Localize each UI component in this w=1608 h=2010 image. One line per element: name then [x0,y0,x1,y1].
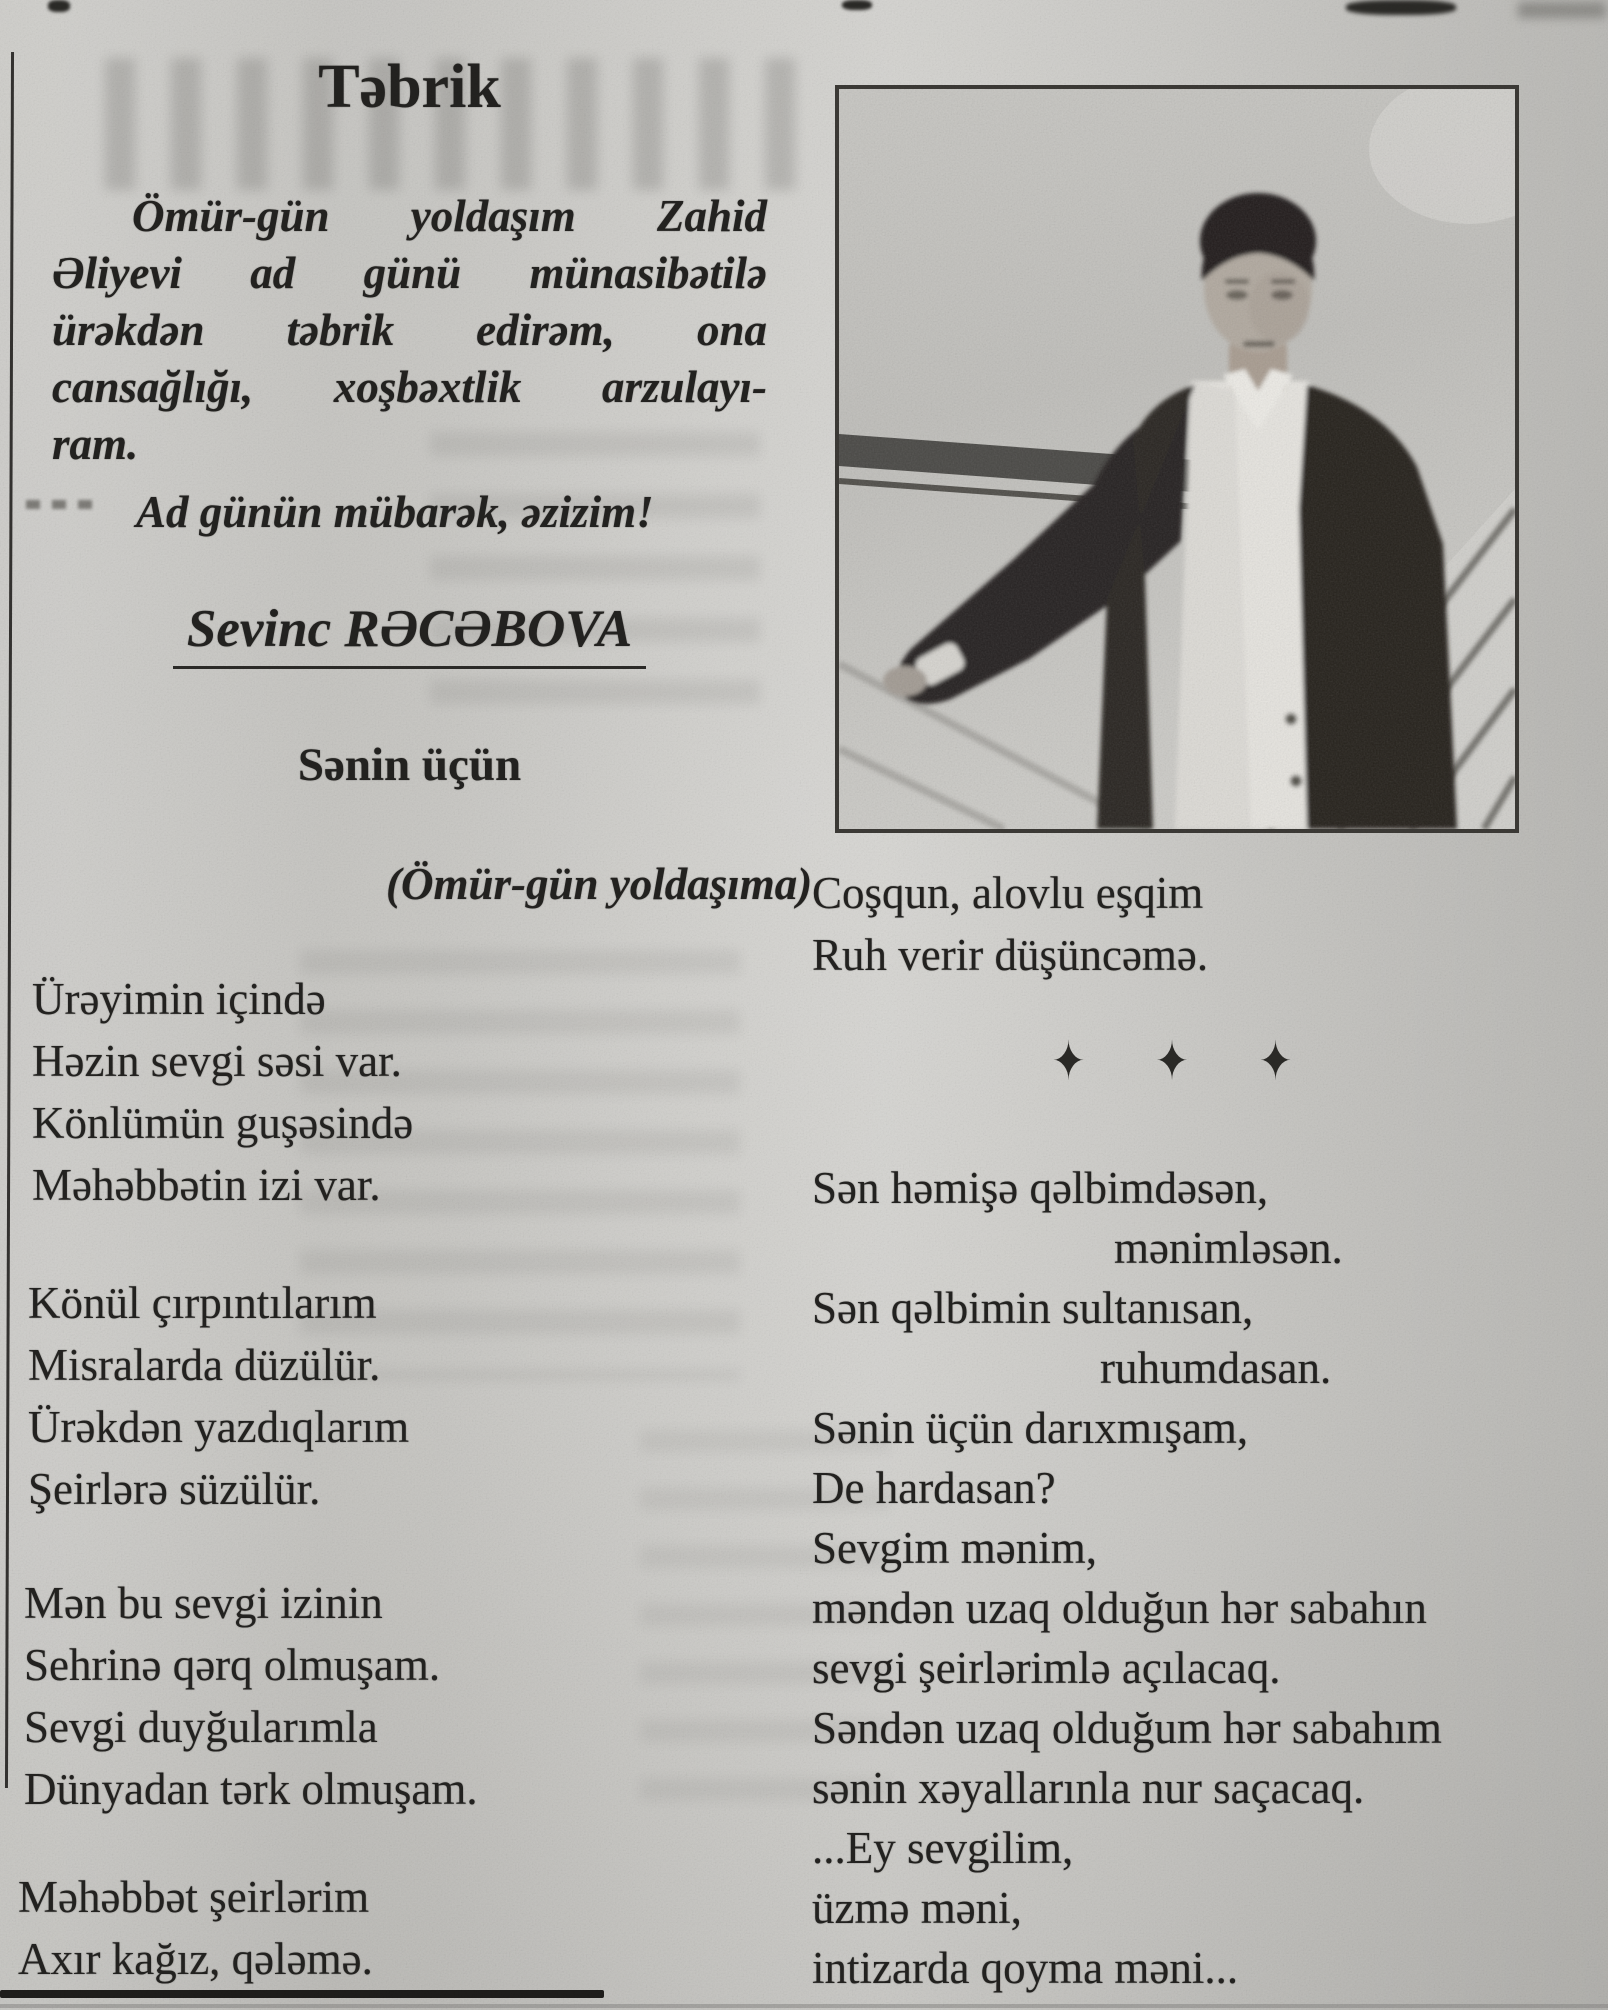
scan-smudge [1346,0,1456,15]
poem-line: Sən qəlbimin sultanısan, [812,1283,1254,1333]
poem-title: Sənin üçün [297,739,522,791]
poem-stanza [24,1572,744,1820]
star-divider: ✦ ✦ ✦ [1051,1030,1323,1092]
poem-line: Könül çırpıntılarım [28,1278,377,1328]
poem-stanza [812,1158,1572,1998]
author-name [52,600,767,669]
poem-stanza [18,1866,738,1990]
dedication-line: Ömür-gün yoldaşım Zahid [132,191,767,241]
poem-line: Mən bu sevgi izinin [24,1578,383,1628]
poem-line: ruhumdasan. [1100,1343,1332,1393]
poem-line: Misralarda düzülür. [28,1340,381,1390]
poem-line: Könlümün guşəsində [32,1098,414,1148]
poem-line: De hardasan? [812,1463,1056,1513]
poem-line: Axır kağız, qələmə. [18,1934,373,1984]
dedication-line: ram. [52,419,139,469]
bottom-edge-line [0,2004,1608,2008]
bottom-rule [0,1990,604,1998]
poem-line: Məhəbbət şeirlərim [18,1872,370,1922]
poem-stanza [28,1272,748,1520]
poem-line: məndən uzaq olduğun hər sabahın [812,1583,1427,1633]
poem-line: Sevgi duyğularımla [24,1702,378,1752]
dedication-line: Əliyevi ad günü münasibətilə [52,248,767,298]
poem-line: mənimləsən. [1114,1223,1343,1273]
poem-subtitle: (Ömür-gün yoldaşıma) [386,859,813,909]
bleed-through-artifact [430,432,760,732]
dedication-line: ürəkdən təbrik edirəm, ona [52,305,767,355]
poem-line: Ürəkdən yazdıqlarım [28,1402,410,1452]
poem-line: Səndən uzaq olduğum hər sabahım [812,1703,1442,1753]
poem-stanza [32,968,752,1216]
poem-line: Şeirlərə süzülür. [28,1464,321,1514]
poem-line: Ürəyimin içində [32,974,326,1024]
scan-smudge [1518,2,1606,18]
poem-line: Sən həmişə qəlbimdəsən, [812,1163,1269,1213]
poem-line: Məhəbbətin izi var. [32,1160,381,1210]
poem-line: üzmə məni, [812,1883,1022,1933]
portrait-photo-image [839,89,1515,829]
poem-line: intizarda qoyma məni... [812,1943,1239,1993]
dedication-line: cansağlığı, xoşbəxtlik arzulayı- [52,362,767,412]
portrait-photo [835,85,1519,833]
poem-line: Dünyadan tərk olmuşam. [24,1764,478,1814]
left-column-rule [5,52,14,1788]
section-title: Təbrik [318,53,501,121]
poem-line: Sehrinə qərq olmuşam. [24,1640,441,1690]
poem-line: sevgi şeirlərimlə açılacaq. [812,1643,1281,1693]
scan-smudge [48,0,70,12]
poem-stanza [812,862,1208,986]
poem-line: Sənin üçün darıxmışam, [812,1403,1249,1453]
scan-smudge [842,0,872,10]
poem-line: ...Ey sevgilim, [812,1823,1074,1873]
poem-line: Ruh verir düşüncəmə. [812,930,1209,980]
poem-line: Coşqun, alovlu eşqim [812,868,1204,918]
greeting-line: Ad günün mübarək, əzizim! [136,487,654,537]
poem-line: sənin xəyallarınla nur saçacaq. [812,1763,1365,1813]
author-name-text: Sevinc RƏCƏBOVA [173,600,646,669]
poem-line: Sevgim mənim, [812,1523,1097,1573]
poem-line: Həzin sevgi səsi var. [32,1036,402,1086]
dedication-paragraph [52,188,767,473]
